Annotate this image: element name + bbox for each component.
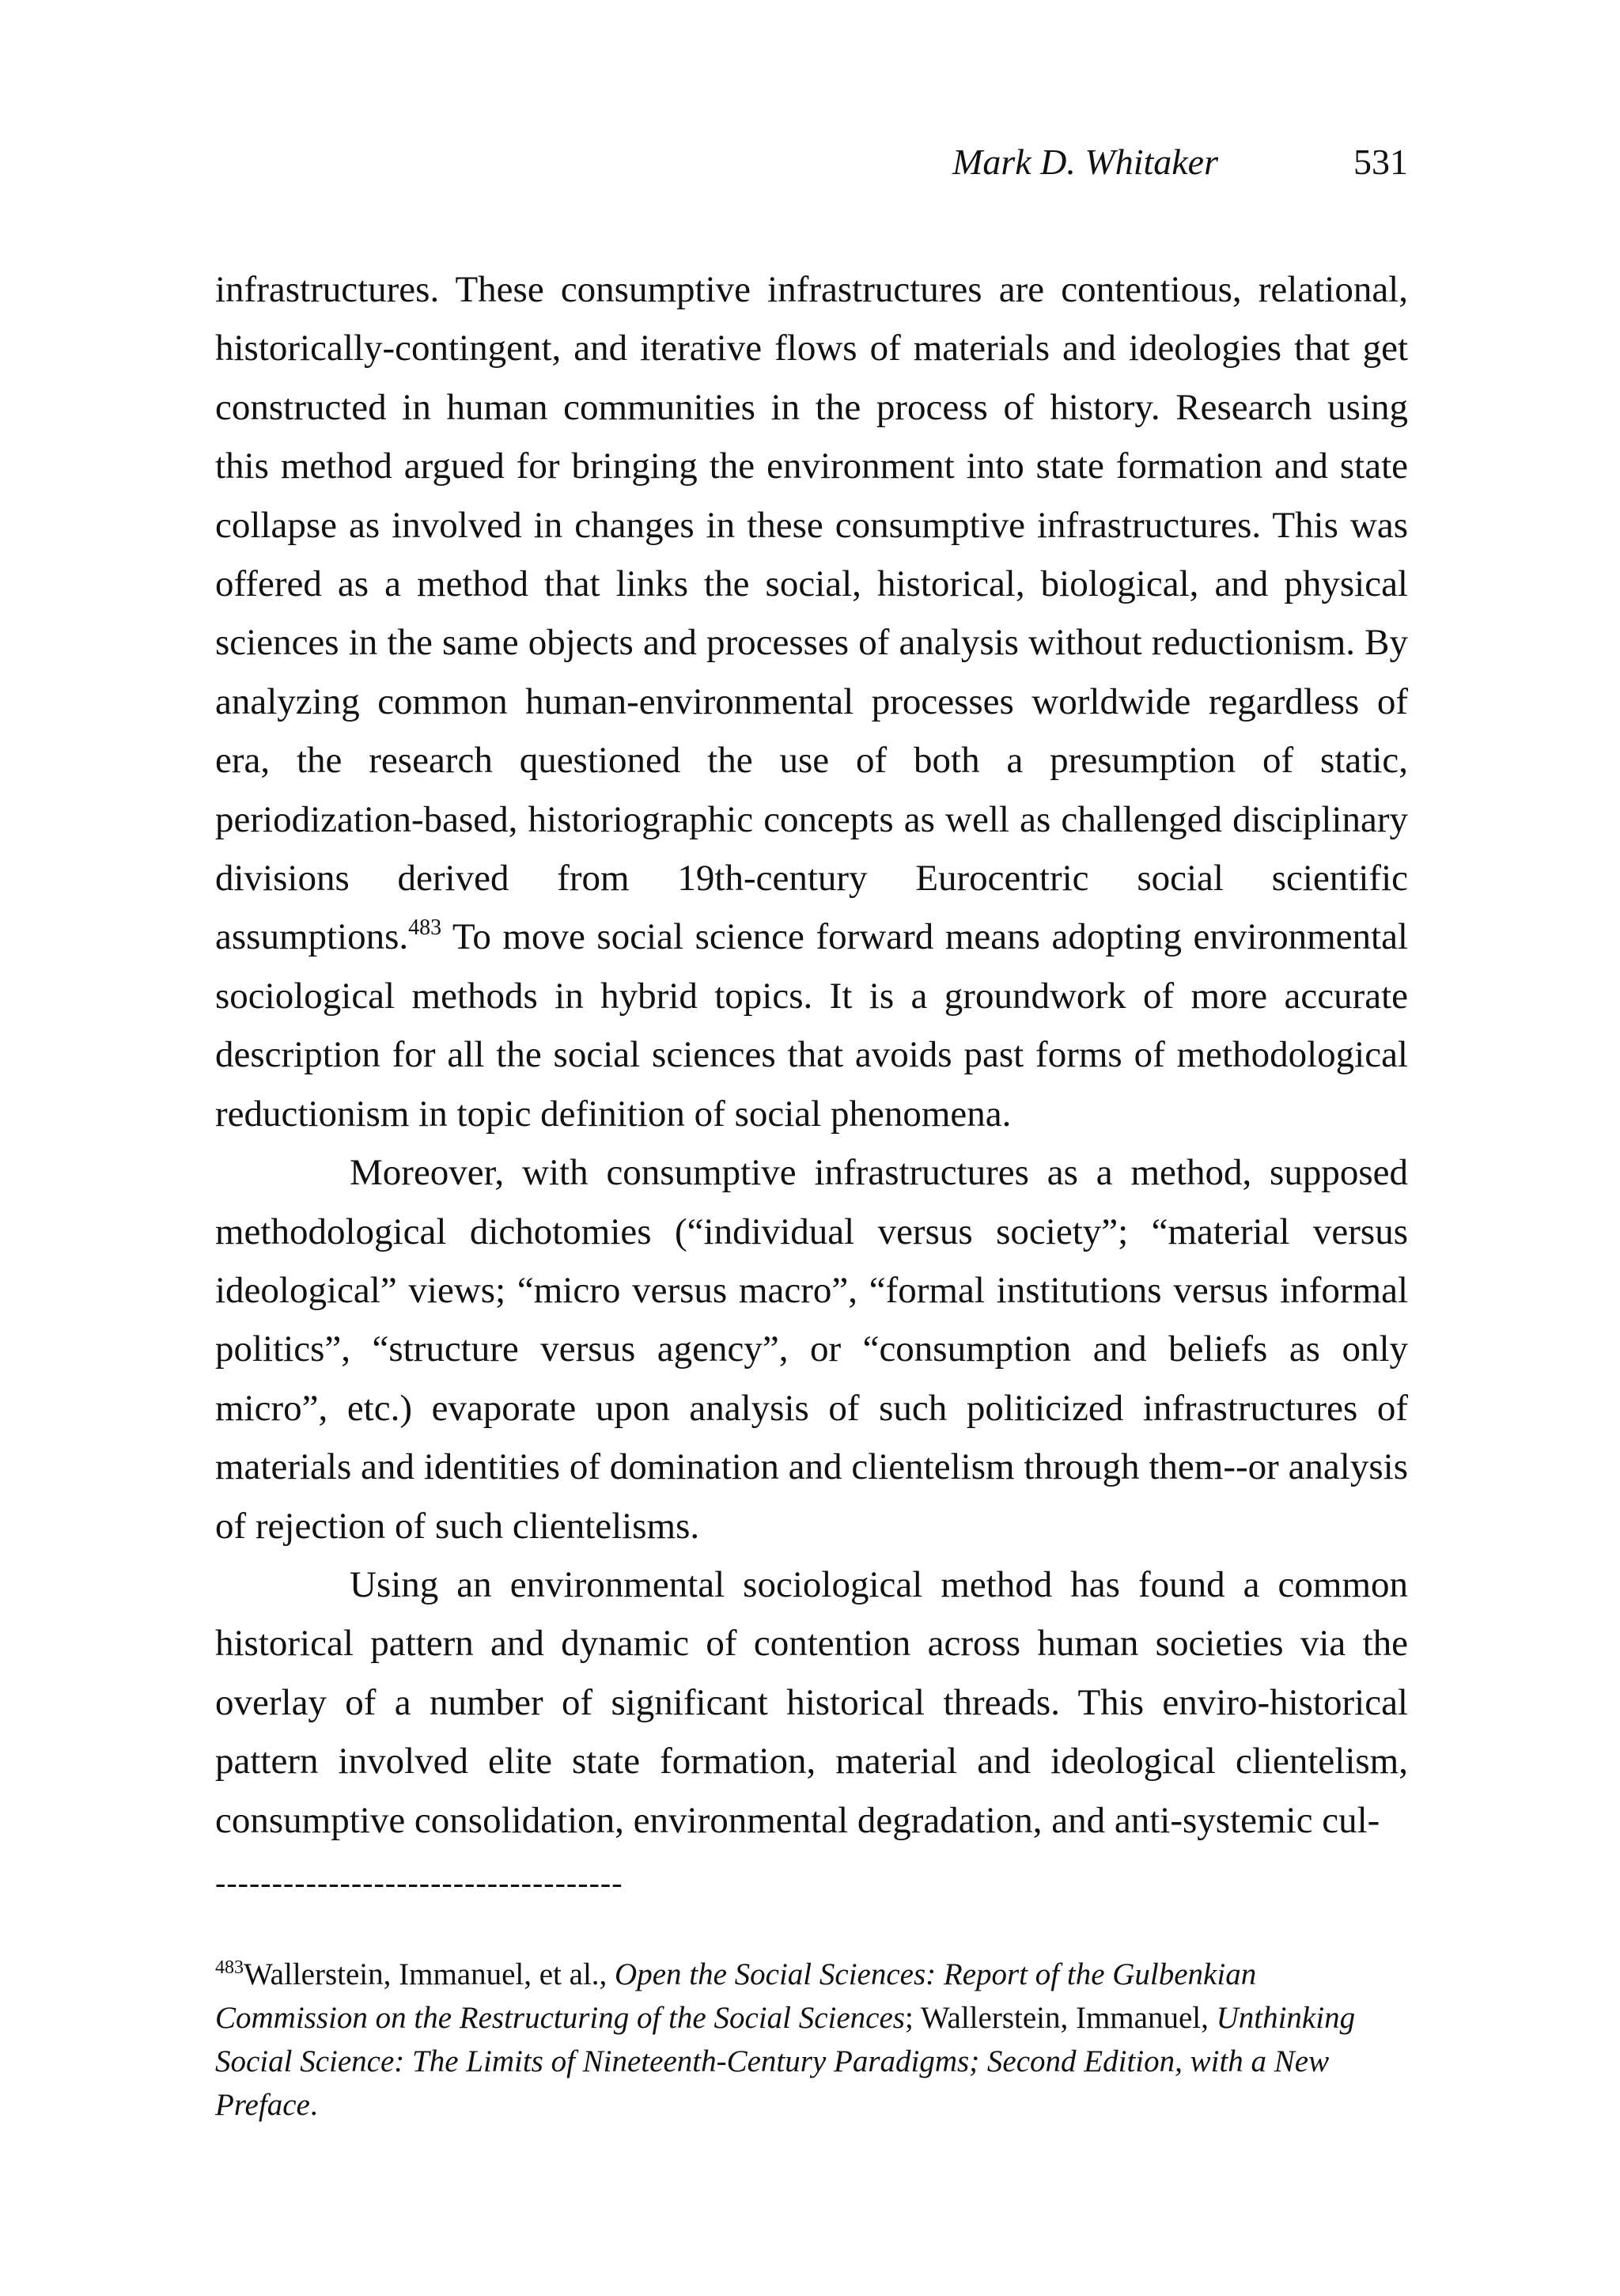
footnote-author-1: Wallerstein, Immanuel, et al., [244, 1957, 615, 1991]
paragraph-1-text-before: infrastructures. These consumptive infrastructures are contentious, relational, historically-contingent, and iterative flows of materials and ideologies that get constructed in human communities in the process of history. Research using this method argued for bringing the environment into state formation and state collapse as involved in changes in these consumptive infrastructures. This was offered as a method that links the social, historical, biological, and physical sciences in the same objects and processes of analysis without reductionism. By analyzing common human-environmental processes worldwide regardless of era, the research questioned the use of both a presumption of static, periodization-based, historiographic concepts as well as challenged disciplinary divisions derived from 19th-century Eurocentric social scientific assumptions. [215, 269, 1408, 958]
footnote-separator-text: ; Wallerstein, Immanuel, [904, 2001, 1217, 2035]
footnote-483 [215, 1953, 1408, 2127]
running-header-author: Mark D. Whitaker [952, 142, 1218, 182]
body-text [215, 260, 1408, 1850]
footnote-title-2: Unthinking Social Science: The Limits of Nineteenth-Century Paradigms; Second Edition, with a New Preface [215, 2001, 1356, 2122]
paragraph-1 [215, 260, 1408, 1143]
footnote-reference-483[interactable]: 483 [408, 915, 442, 941]
paragraph-1-text-after: To move social science forward means adopting environmental sociological methods in hybrid topics. It is a groundwork of more accurate description for all the social sciences that avoids past forms of methodological reductionism in topic definition of social phenomena. [215, 916, 1408, 1135]
page-number: 531 [1353, 142, 1408, 182]
footnote-title-1: Open the Social Sciences: Report of the Gulbenkian Commission on the Restructuring of the Social Sciences [215, 1957, 1257, 2035]
paragraph-3: Using an environmental sociological method has found a common historical pattern and dynamic of contention across human societies via the overlay of a number of significant historical threads. This enviro-historical pattern involved elite state formation, material and ideological clientelism, consumptive consolidation, environmental degradation, and anti-systemic cul- [215, 1563, 1408, 1841]
footnote-separator: ------------------------------------ [215, 1865, 623, 1900]
paragraph-2: Moreover, with consumptive infrastructures as a method, supposed methodological dichotomies (“individual versus society”; “material versus ideological” views; “micro versus macro”, “formal institutions versus informal politics”, “structure versus agency”, or “consumption and beliefs as only micro”, etc.) evaporate upon analysis of such politicized infrastructures of materials and identities of domination and clientelism through them--or analysis of rejection of such clientelisms. [215, 1152, 1408, 1547]
footnote-end: . [309, 2088, 318, 2122]
footnote-number: 483 [215, 1957, 244, 1978]
running-header [215, 138, 1408, 186]
